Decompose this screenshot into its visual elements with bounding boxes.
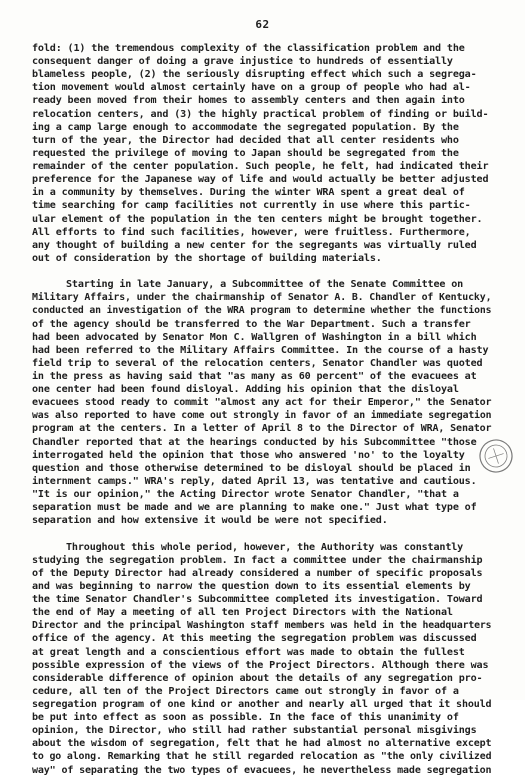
- text-line: Throughout this whole period, however, the Authority was constantly: [66, 541, 464, 553]
- text-line: possible expression of the views of the Project Directors. Although there was: [32, 659, 489, 671]
- text-line: blameless people, (2) the seriously disrupting effect which such a segrega-: [32, 69, 477, 81]
- page-number: 62: [255, 18, 270, 31]
- text-line: one center had been found disloyal. Adding his opinion that the disloyal: [32, 384, 459, 396]
- text-line: considerable difference of opinion about the details of any segregation pro-: [32, 672, 483, 684]
- text-line: interrogated held the opinion that those who answered 'no' to the loyalty: [32, 449, 465, 461]
- text-line: and was beginning to narrow the question down to its essential elements by: [32, 580, 471, 592]
- text-line: separation must be made and we are planning to make one." Just what type of: [32, 502, 477, 514]
- text-line: turn of the year, the Director had decided that all center residents who: [32, 134, 459, 146]
- text-line: program at the centers. In a letter of April 8 to the Director of WRA, Senator: [32, 423, 492, 435]
- text-line: Starting in late January, a Subcommittee of the Senate Committee on: [66, 279, 464, 291]
- text-line: the time Senator Chandler's Subcommittee completed its investigation. Toward: [32, 594, 483, 606]
- text-line: All efforts to find such facilities, however, were fruitless. Furthermore,: [32, 226, 471, 238]
- text-line: segregation program of one kind or another and nearly all urged that it should: [32, 699, 492, 710]
- text-line: was also reported to have come out strongly in favor of an immediate segregation: [32, 410, 492, 422]
- text-line: ular element of the population in the ten centers might be brought together.: [32, 213, 483, 225]
- text-line: about the wisdom of segregation, felt that he had almost no alternative except: [32, 738, 492, 750]
- text-line: opinion, the Director, who still had rather substantial personal misgivings: [32, 725, 477, 737]
- text-line: remainder of the center population. Such people, he felt, had indicated their: [32, 161, 489, 173]
- text-line: time searching for camp facilities not currently in use where this partic-: [32, 200, 471, 212]
- text-line: Military Affairs, under the chairmanship of Senator A. B. Chandler of Kentucky,: [32, 292, 492, 304]
- text-line: Chandler reported that at the hearings conducted by his Subcommittee "those: [32, 436, 477, 448]
- text-line: relocation centers, and (3) the highly practical problem of finding or build-: [32, 108, 489, 120]
- text-line: Director and the principal Washington staff members was held in the headquarters: [32, 620, 492, 632]
- text-line: had been advocated by Senator Mon C. Wallgren of Washington in a bill which: [32, 331, 477, 343]
- text-line: evacuees stood ready to commit "almost any act for their Emperor," the Senator: [32, 397, 492, 409]
- text-line: preference for the Japanese way of life and would actually be better adjusted: [32, 174, 489, 186]
- text-line: in a community by themselves. During the winter WRA spent a great deal of: [32, 187, 465, 199]
- text-line: office of the agency. At this meeting the segregation problem was discussed: [32, 633, 477, 645]
- text-line: field trip to several of the relocation centers, Senator Chandler was quoted: [32, 357, 483, 369]
- text-line: requested the privilege of moving to Japan should be segregated from the: [32, 147, 459, 159]
- text-line: cedure, all ten of the Project Directors came out strongly in favor of a: [32, 685, 459, 697]
- text-line: question and those otherwise determined to be disloyal should be placed in: [32, 462, 471, 474]
- text-line: of the Deputy Director had already considered a number of specific proposals: [32, 567, 483, 579]
- text-line: conducted an investigation of the WRA program to determine whether the functions: [32, 305, 492, 317]
- text-line: ing a camp large enough to accommodate the segregated population. By the: [32, 121, 459, 133]
- text-line: way" of separating the two types of evacuees, he nevertheless made segregation: [32, 764, 492, 776]
- text-line: fold: (1) the tremendous complexity of the classification problem and the: [32, 43, 465, 54]
- text-line: be put into effect as soon as possible. In the face of this unanimity of: [32, 712, 459, 724]
- text-line: studying the segregation problem. In fact a committee under the chairmanship: [32, 554, 483, 566]
- text-line: of the agency should be transferred to the War Department. Such a transfer: [32, 318, 471, 330]
- text-line: consequent danger of doing a grave injustice to hundreds of essentially: [32, 56, 453, 68]
- text-line: ready been moved from their homes to assembly centers and then again into: [32, 95, 465, 107]
- text-line: the end of May a meeting of all ten Project Directors with the National: [32, 607, 453, 619]
- text-line: to go along. Remarking that he still regarded relocation as "the only civilized: [32, 751, 492, 763]
- text-line: any thought of building a new center for the segregants was virtually ruled: [32, 239, 477, 251]
- text-line: had been referred to the Military Affairs Committee. In the course of a hasty: [32, 344, 489, 356]
- text-line: at great length and a conscientious effort was made to obtain the fullest: [32, 646, 465, 658]
- text-line: "It is our opinion," the Acting Director wrote Senator Chandler, "that a: [32, 489, 459, 501]
- text-line: out of consideration by the shortage of building materials.: [32, 252, 382, 264]
- text-line: internment camps." WRA's reply, dated April 13, was tentative and cautious.: [32, 475, 477, 487]
- text-line: in the press as having said that "as many as 60 percent" of the evacuees at: [32, 371, 477, 382]
- archive-stamp-icon: [473, 433, 518, 478]
- text-line: tion movement would almost certainly have on a group of people who had al-: [32, 82, 471, 94]
- text-line: separation and how extensive it would be were not specified.: [32, 515, 388, 527]
